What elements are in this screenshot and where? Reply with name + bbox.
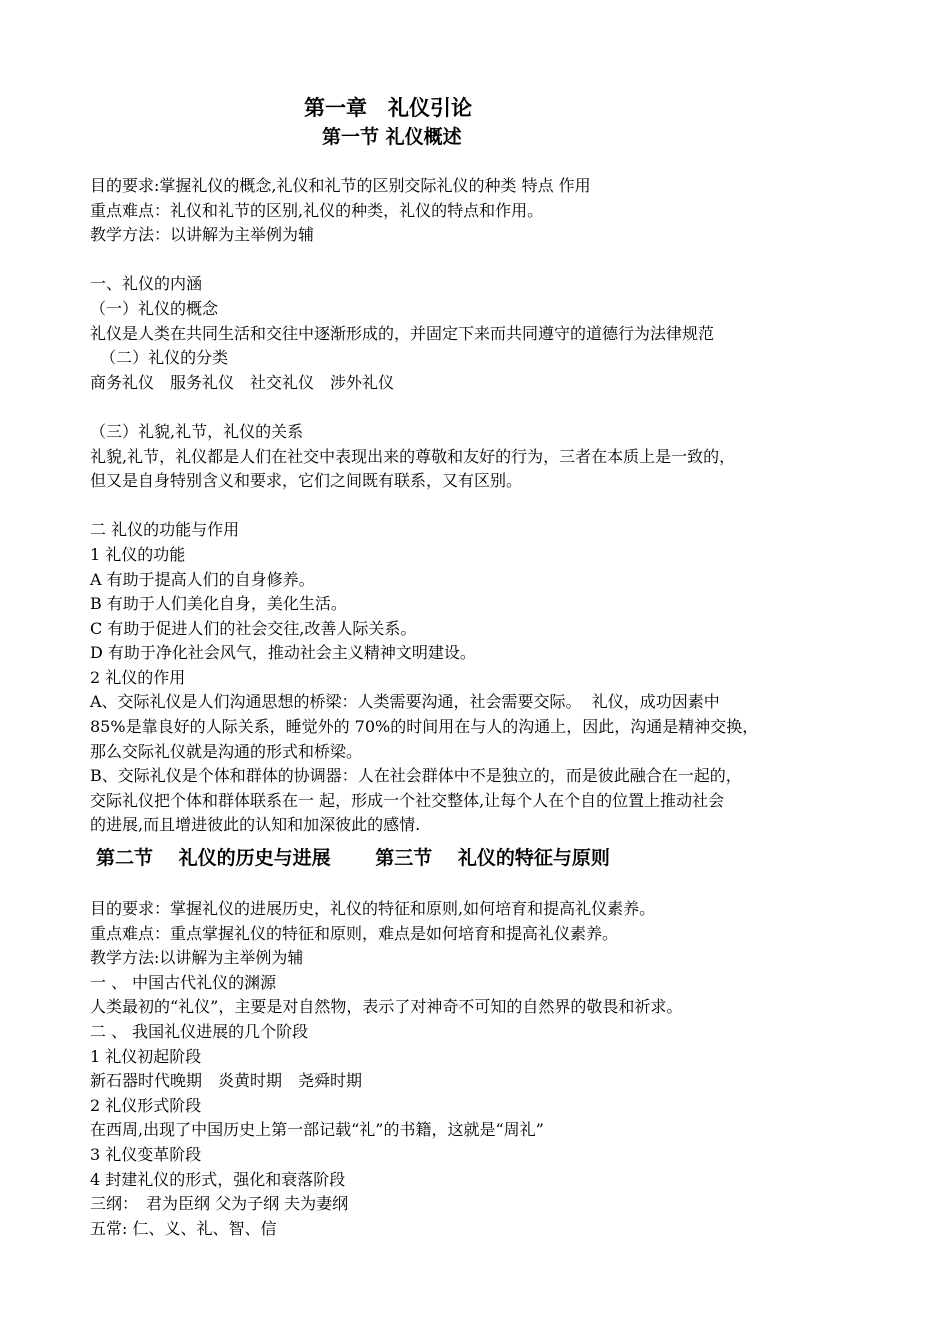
text-line: （一）礼仪的概念 (90, 298, 219, 318)
text-line: 二 、 我国礼仪进展的几个阶段 (90, 1021, 309, 1041)
blank-line (90, 494, 880, 519)
text-line: 一 、 中国古代礼仪的渊源 (90, 972, 277, 992)
text-line: 五常: 仁、义、礼、智、信 (90, 1218, 277, 1238)
text-line: B 有助于人们美化自身，美化生活。 (90, 594, 347, 614)
section-two-three-heading: 第二节 礼仪的历史与进展 第三节 礼仪的特征与原则 (96, 847, 610, 869)
text-line: 人类最初的“礼仪”，主要是对自然物，表示了对神奇不可知的自然界的敬畏和祈求。 (90, 997, 683, 1017)
text-line: 重点难点：礼仪和礼节的区别,礼仪的种类，礼仪的特点和作用。 (90, 200, 544, 220)
section-one-body (90, 174, 880, 838)
text-line: 2 礼仪形式阶段 (90, 1095, 202, 1115)
text-line: 教学方法：以讲解为主举例为辅 (90, 225, 315, 245)
text-line: 教学方法:以讲解为主举例为辅 (90, 948, 304, 968)
text-line: 礼貌,礼节，礼仪都是人们在社交中表现出来的尊敬和友好的行为，三者在本质上是一致的， (90, 446, 736, 466)
section-title: 第一节 礼仪概述 (322, 126, 462, 148)
text-line: 4 封建礼仪的形式，强化和衰落阶段 (90, 1169, 346, 1189)
text-line: A、交际礼仪是人们沟通思想的桥梁：人类需要沟通，社会需要交际。 礼仪，成功因素中 (90, 692, 720, 712)
blank-line (90, 395, 880, 420)
text-line: （三）礼貌,礼节，礼仪的关系 (90, 421, 304, 441)
text-line: 2 礼仪的作用 (90, 667, 186, 687)
text-line: 1 礼仪的功能 (90, 544, 186, 564)
text-line: C 有助于促进人们的社会交往,改善人际关系。 (90, 618, 417, 638)
text-line: D 有助于净化社会风气，推动社会主义精神文明建设。 (90, 643, 476, 663)
text-line: 交际礼仪把个体和群体联系在一 起，形成一个社交整体,让每个人在个自的位置上推动社会 (90, 790, 725, 810)
text-line: 一、礼仪的内涵 (90, 274, 203, 294)
text-line: 礼仪是人类在共同生活和交往中逐渐形成的，并固定下来而共同遵守的道德行为法律规范 (90, 323, 715, 343)
text-line: 重点难点：重点掌握礼仪的特征和原则，难点是如何培育和提高礼仪素养。 (90, 923, 619, 943)
text-line: 目的要求:掌握礼仪的概念,礼仪和礼节的区别交际礼仪的种类 特点 作用 (90, 176, 591, 195)
text-line: A 有助于提高人们的自身修养。 (90, 569, 315, 589)
text-line: 三纲： 君为臣纲 父为子纲 夫为妻纲 (90, 1194, 349, 1214)
text-line: （二）礼仪的分类 (90, 348, 229, 368)
text-line: 新石器时代晚期 炎黄时期 尧舜时期 (90, 1071, 363, 1091)
section-two-body (90, 897, 880, 1241)
text-line: 目的要求：掌握礼仪的进展历史，礼仪的特征和原则,如何培育和提高礼仪素养。 (90, 899, 656, 918)
blank-line (90, 248, 880, 273)
text-line: 3 礼仪变革阶段 (90, 1144, 202, 1164)
text-line: 85%是靠良好的人际关系，睡觉外的 70%的时间用在与人的沟通上，因此，沟通是精神交换， (90, 717, 759, 737)
text-line: 商务礼仪 服务礼仪 社交礼仪 涉外礼仪 (90, 372, 395, 392)
text-line: 1 礼仪初起阶段 (90, 1046, 202, 1066)
text-line: 二 礼仪的功能与作用 (90, 520, 240, 540)
text-line: B、交际礼仪是个体和群体的协调器：人在社会群体中不是独立的，而是彼此融合在一起的， (90, 766, 742, 786)
text-line: 在西周,出现了中国历史上第一部记载“礼”的书籍，这就是“周礼” (90, 1120, 544, 1140)
text-line: 但又是自身特别含义和要求，它们之间既有联系，又有区别。 (90, 471, 523, 491)
text-line: 那么交际礼仪就是沟通的形式和桥梁。 (90, 741, 363, 761)
chapter-title: 第一章 礼仪引论 (304, 96, 472, 120)
text-line: 的进展,而且增进彼此的认知和加深彼此的感情. (90, 815, 421, 835)
